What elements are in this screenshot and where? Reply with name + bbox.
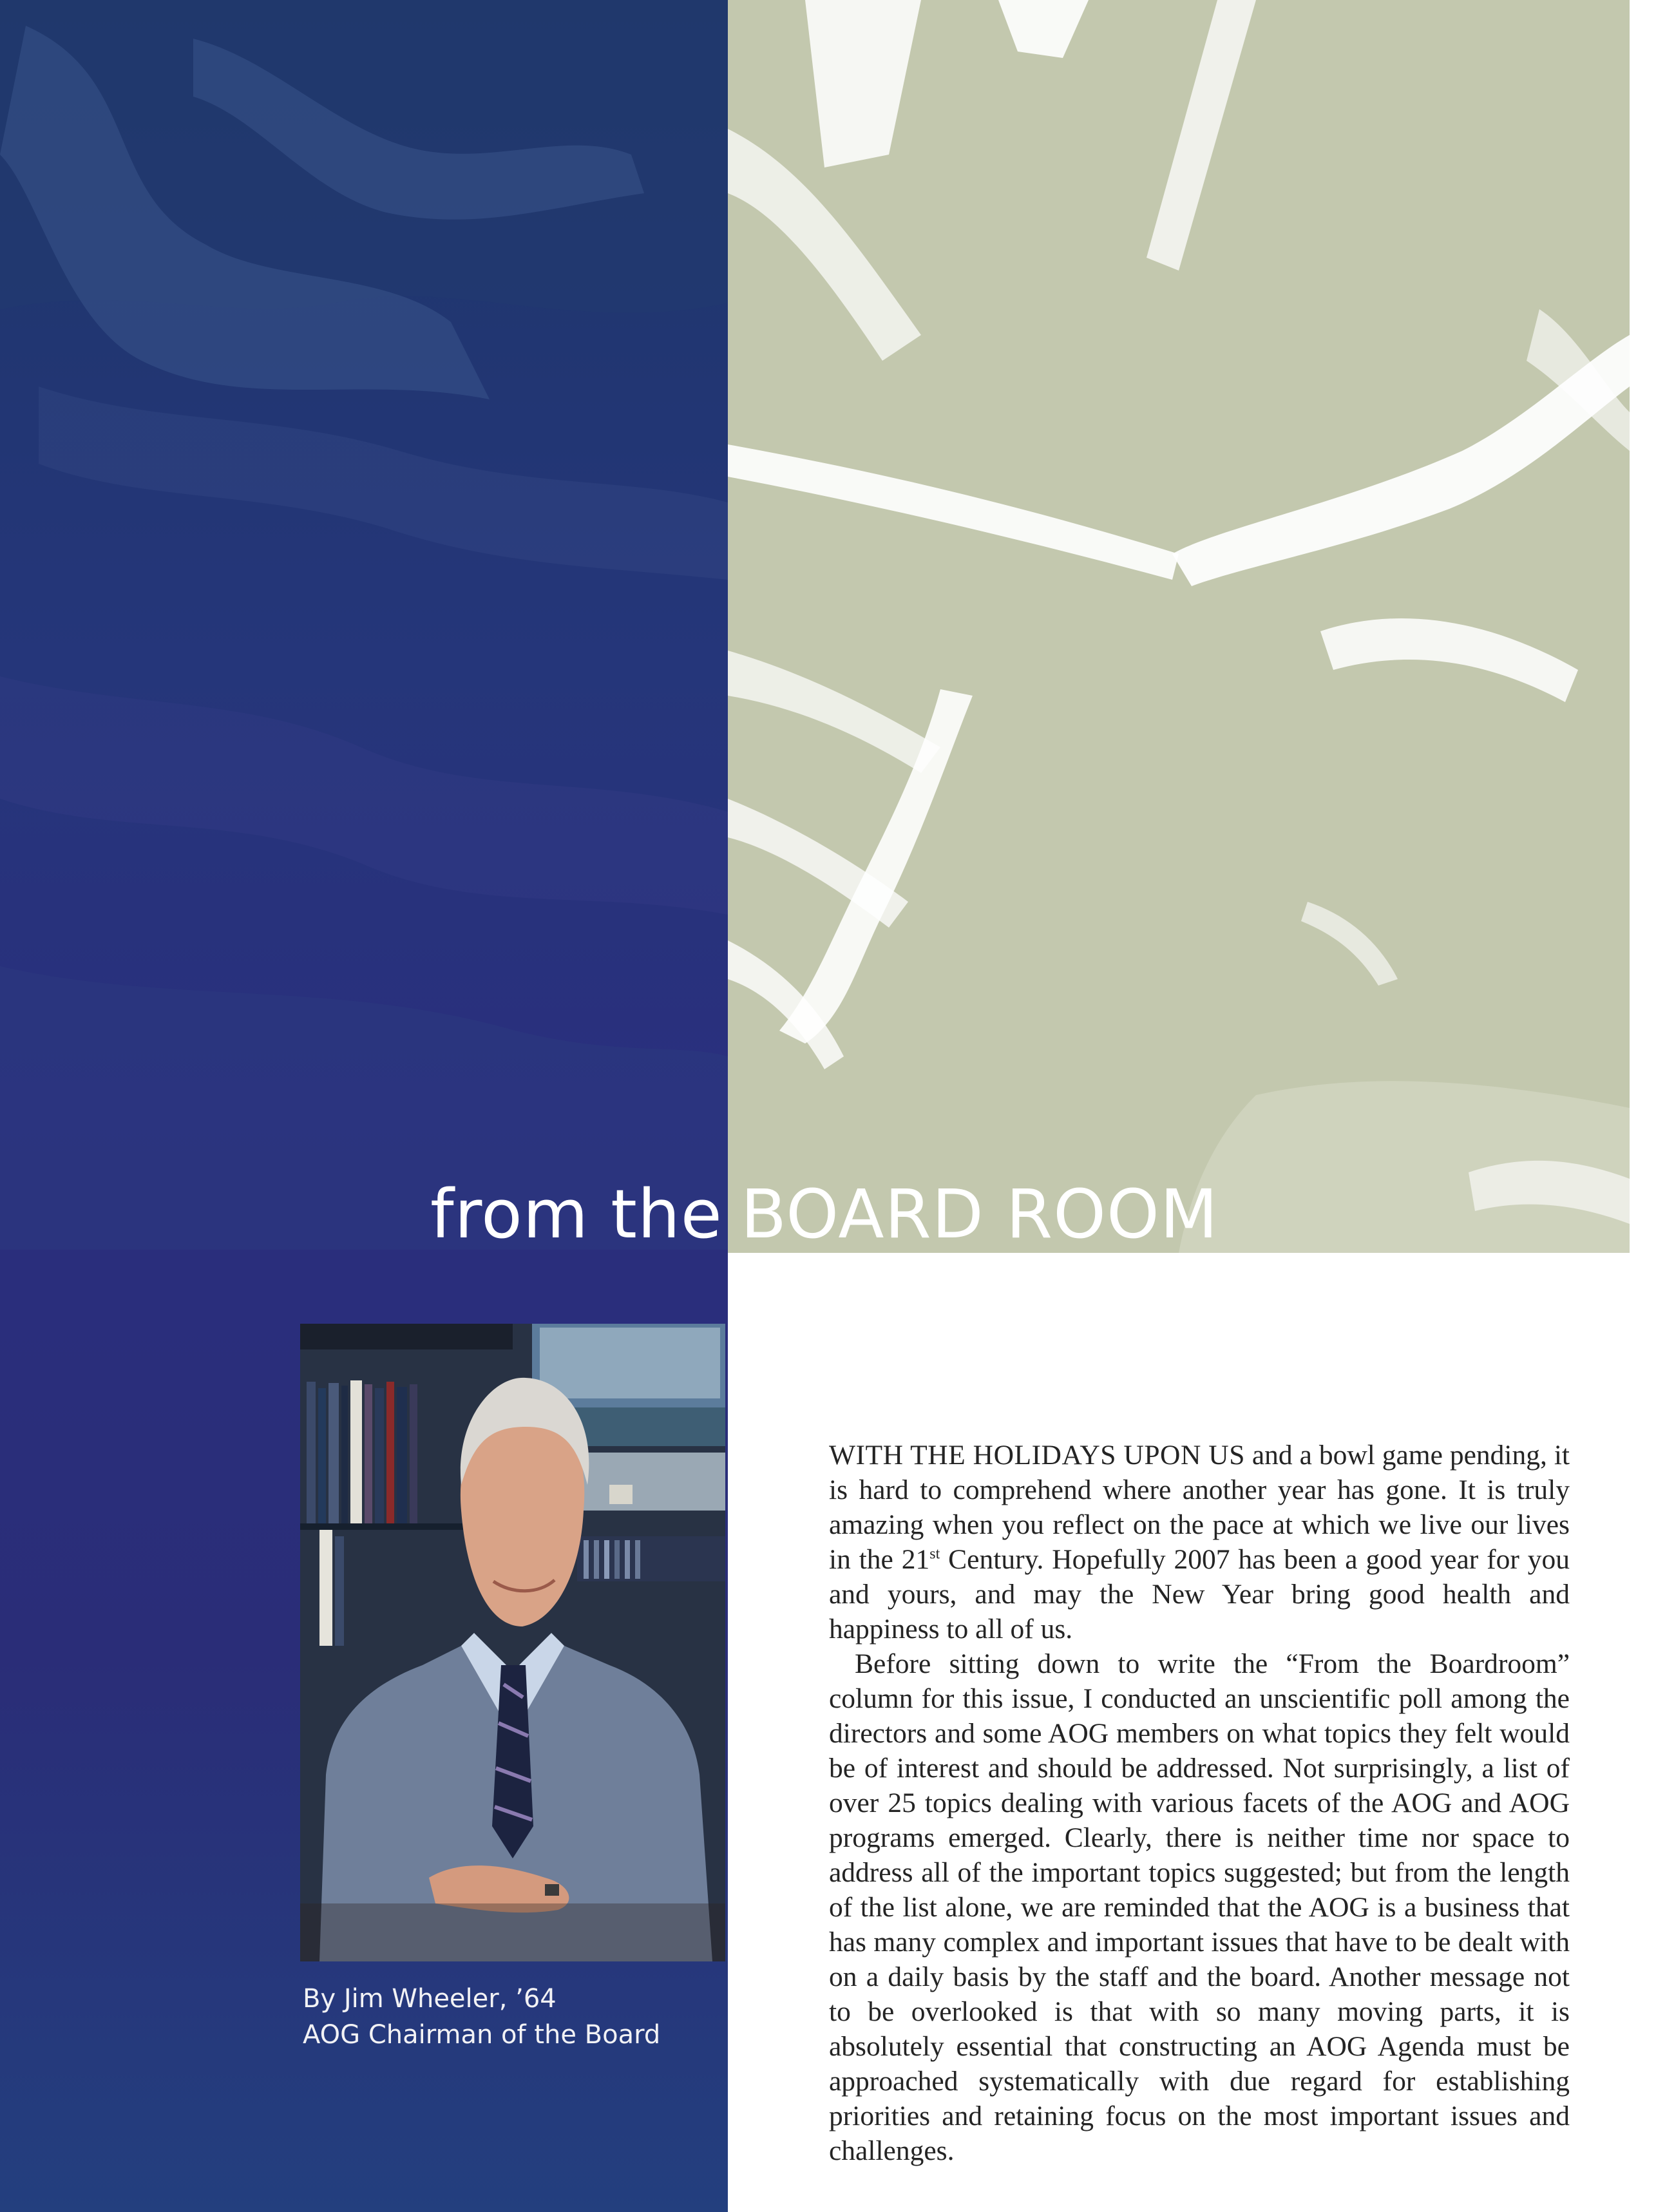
lead-in-caps: WITH THE HOLIDAYS UPON US <box>829 1440 1245 1471</box>
article-paragraph-1 <box>829 1438 1570 1646</box>
heading-from-the: from the <box>430 1175 723 1254</box>
author-byline <box>303 1981 660 2053</box>
paragraph-1-text-a: and a bowl game pending, it is hard to comprehend where another year has gone. It is truly amazing when you reflect on the pace at which we live our lives in the 21 <box>829 1440 1570 1575</box>
article-body <box>829 1438 1570 2168</box>
ordinal-superscript: st <box>929 1545 940 1563</box>
armchair-photo-graphic <box>728 0 1630 1253</box>
author-portrait-graphic <box>300 1324 725 1961</box>
author-portrait <box>300 1324 725 1961</box>
armchair-photo <box>728 0 1630 1253</box>
paragraph-1-text-b: Century. Hopefully 2007 has been a good year for you and yours, and may the New Year bring good health and happiness to all of us. <box>829 1544 1570 1645</box>
byline-author: By Jim Wheeler, ’64 <box>303 1984 557 2014</box>
byline-title: AOG Chairman of the Board <box>303 2020 661 2050</box>
heading-board-room: BOARD ROOM <box>740 1175 1219 1254</box>
article-paragraph-2: Before sitting down to write the “From the Boardroom” column for this issue, I conducted an unscientific poll among the directors and some AOG members on what topics they felt would be of interest and should be addressed. Not surprisingly, a list of over 25 topics dealing with various facets of the AOG and AOG programs emerged. Clearly, there is neither time nor space to address all of the important topics suggested; but from the length of the list alone, we are reminded that the AOG is a business that has many complex and important issues that have to be dealt with on a daily basis by the staff and the board. Another message not to be overlooked is that with so many moving parts, it is absolutely essential that constructing an AOG Agenda must be approached systematically with due regard for establishing priorities and retaining focus on the most important issues and challenges. <box>829 1648 1570 2166</box>
section-heading <box>430 1169 1219 1259</box>
chair-texture-image <box>0 0 728 1250</box>
